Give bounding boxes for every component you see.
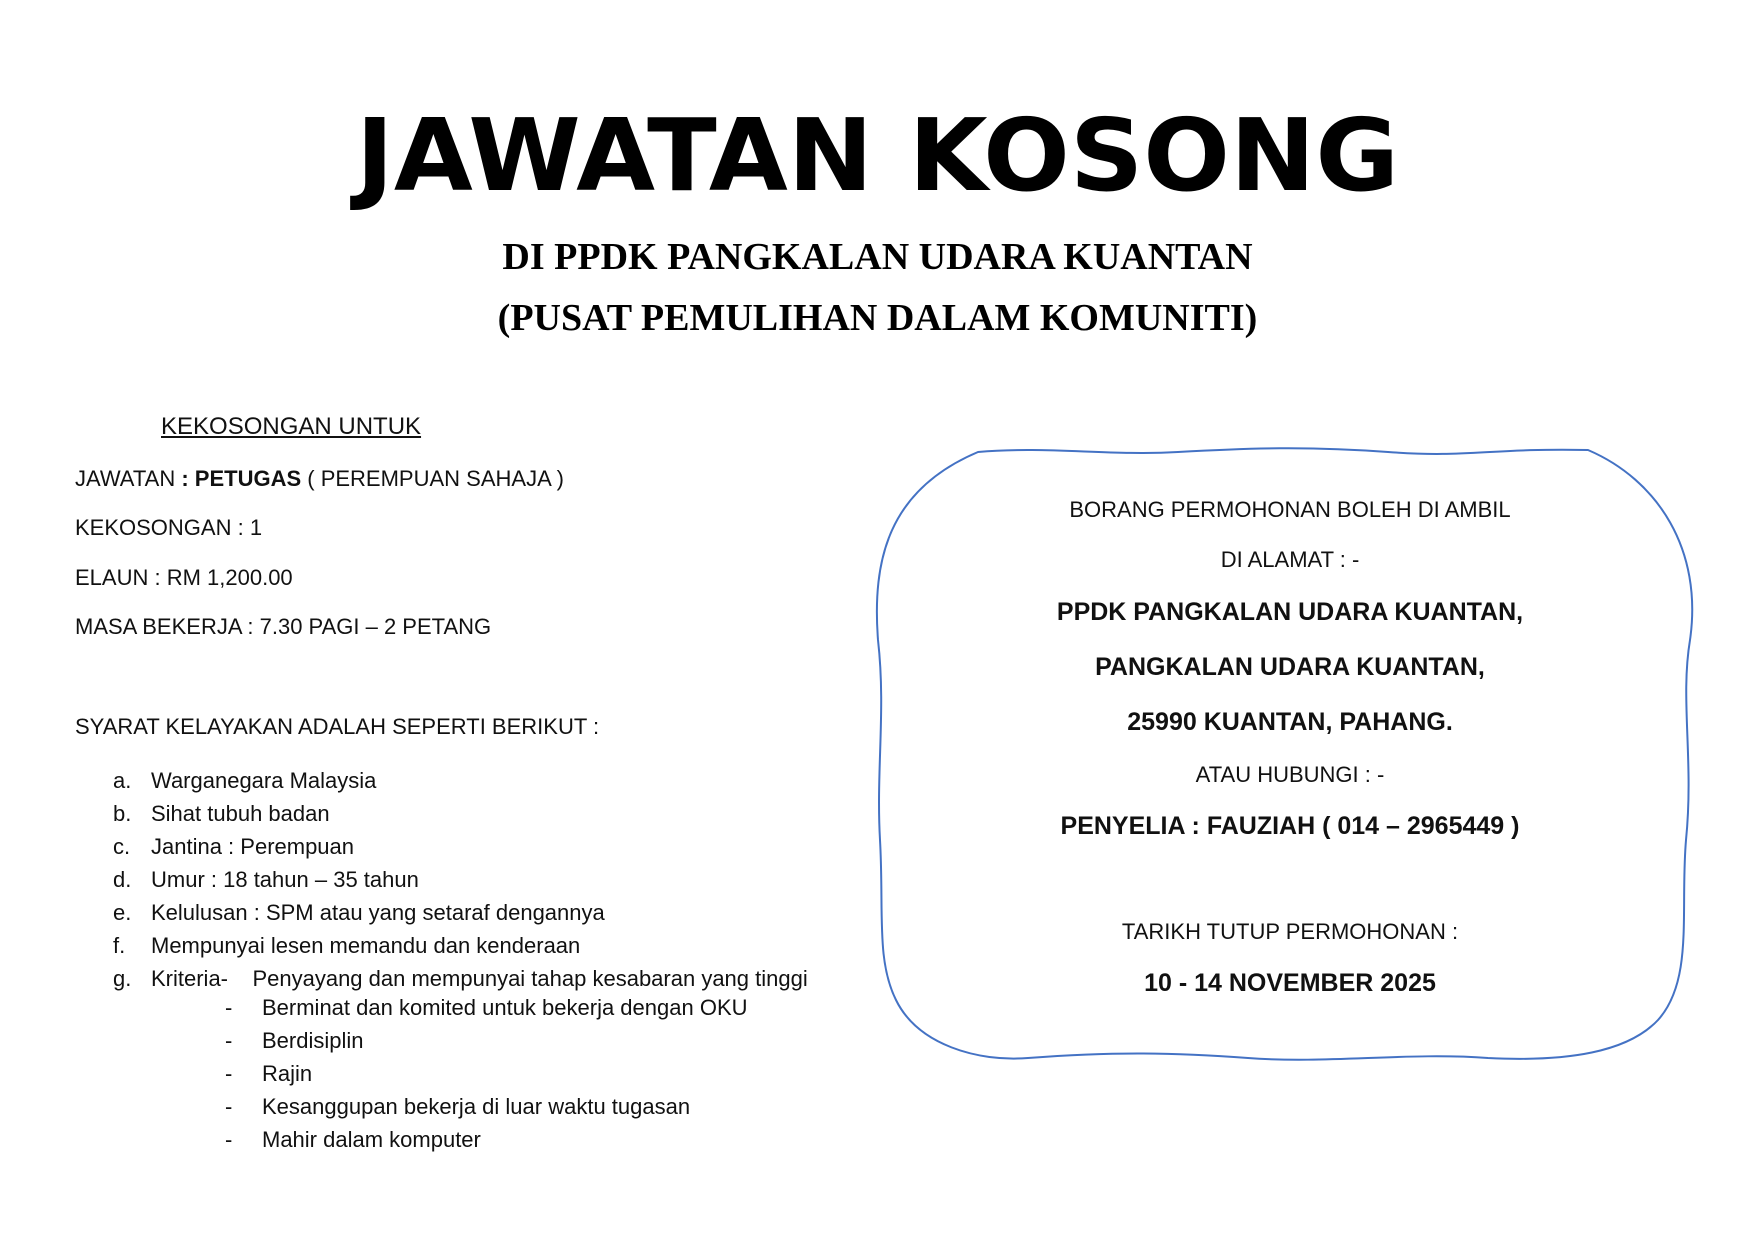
jawatan-note: ( PEREMPUAN SAHAJA )	[301, 466, 564, 491]
list-item: b. Sihat tubuh badan	[113, 801, 330, 826]
subtitle-location: DI PPDK PANGKALAN UDARA KUANTAN	[502, 236, 1253, 278]
page-title: JAWATAN KOSONG	[355, 97, 1400, 214]
address-line-1: PPDK PANGKALAN UDARA KUANTAN,	[1056, 598, 1524, 626]
list-item: e. Kelulusan : SPM atau yang setaraf dengannya	[113, 900, 605, 925]
list-item: - Berminat dan komited untuk bekerja dengan OKU	[225, 995, 748, 1020]
jawatan-label: JAWATAN	[75, 466, 176, 491]
list-item: - Kesanggupan bekerja di luar waktu tugasan	[225, 1094, 691, 1119]
requirements-list	[113, 764, 808, 995]
address-line-3: 25990 KUANTAN, PAHANG.	[1127, 708, 1453, 736]
list-item: a. Warganegara Malaysia	[113, 768, 377, 793]
list-item: - Mahir dalam komputer	[225, 1127, 481, 1152]
list-item: c. Jantina : Perempuan	[113, 834, 355, 859]
contact-label: ATAU HUBUNGI : -	[1195, 762, 1385, 787]
contact-value: PENYELIA : FAUZIAH ( 014 – 2965449 )	[1060, 812, 1520, 840]
closing-date: 10 - 14 NOVEMBER 2025	[1144, 969, 1436, 997]
masa-line: MASA BEKERJA : 7.30 PAGI – 2 PETANG	[75, 614, 492, 639]
list-item: f. Mempunyai lesen memandu dan kenderaan	[113, 933, 581, 958]
kekosongan-line: KEKOSONGAN : 1	[75, 515, 263, 540]
list-item: g. Kriteria- Penyayang dan mempunyai tahap kesabaran yang tinggi	[113, 966, 808, 991]
subtitle-centre: (PUSAT PEMULIHAN DALAM KOMUNITI)	[497, 297, 1258, 339]
box-line-2: DI ALAMAT : -	[1220, 547, 1360, 572]
jawatan-value: PETUGAS	[194, 466, 302, 491]
criteria-sub-list	[225, 991, 748, 1156]
jawatan-colon: :	[175, 466, 195, 491]
box-line-1: BORANG PERMOHONAN BOLEH DI AMBIL	[1069, 497, 1511, 522]
list-item: - Rajin	[225, 1061, 313, 1086]
closing-label: TARIKH TUTUP PERMOHONAN :	[1121, 919, 1459, 944]
details-heading: KEKOSONGAN UNTUK	[161, 413, 422, 440]
requirements-heading: SYARAT KELAYAKAN ADALAH SEPERTI BERIKUT :	[75, 714, 600, 739]
address-line-2: PANGKALAN UDARA KUANTAN,	[1095, 653, 1485, 681]
list-item: d. Umur : 18 tahun – 35 tahun	[113, 867, 419, 892]
list-item: - Berdisiplin	[225, 1028, 364, 1053]
elaun-line: ELAUN : RM 1,200.00	[75, 565, 293, 590]
jawatan-line	[75, 465, 564, 493]
